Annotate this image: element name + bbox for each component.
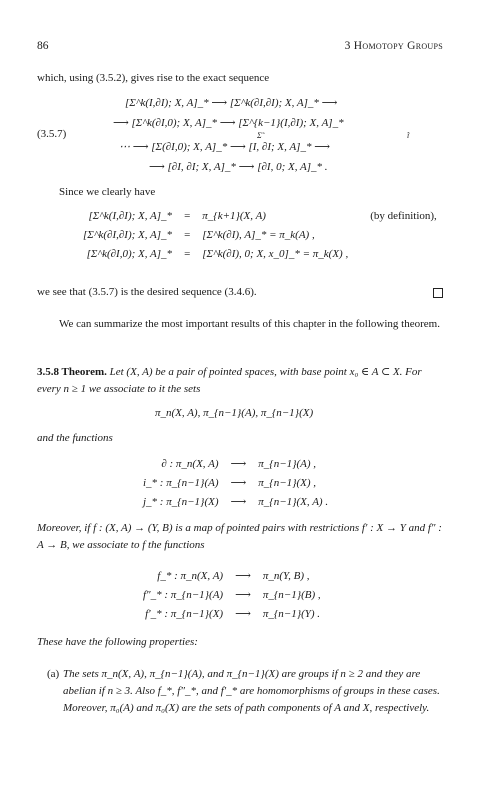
function-arrow: ⟶	[230, 458, 247, 470]
identity-rhs: [Σ^k(∂I), 0; X, x_0]_* = π_k(X) ,	[202, 247, 349, 260]
theorem-text-2: Moreover, if f : (X, A) → (Y, B) is a map of pointed pairs with restrictions f′ : X → Y and f″ : A → B, we associate to f the functions	[37, 522, 442, 551]
map-arrow: ⟶	[235, 608, 251, 620]
eq-line-4: ⟶ [∂I, ∂I; X, A]_* ⟶ [∂I, 0; X, A]_* .	[149, 161, 328, 173]
page-number: 86	[37, 40, 49, 52]
map-rhs: π_{n−1}(Y) .	[262, 607, 321, 620]
map-row	[137, 566, 327, 585]
since-text: Since we clearly have	[59, 186, 156, 198]
summary-text: We can summarize the most important results of this chapter in the following theorem.	[59, 318, 440, 330]
function-row	[137, 454, 334, 473]
intro-text: which, using (3.5.2), gives rise to the exact sequence	[37, 72, 270, 84]
map-lhs: f_* : π_n(X, A)	[157, 569, 224, 582]
map-arrow: ⟶	[235, 570, 251, 582]
identity-eq: =	[184, 247, 191, 260]
identity-row	[77, 244, 443, 263]
function-rhs: π_{n−1}(X, A) .	[258, 495, 329, 508]
function-row	[137, 492, 334, 511]
identity-eq: =	[184, 228, 191, 241]
map-rhs: π_{n−1}(B) ,	[262, 588, 321, 601]
map-arrow: ⟶	[235, 589, 251, 601]
eq-line-3: ⋯ ⟶ [Σ(∂I,0); X, A]_* ⟶ [I, ∂I; X, A]_* ⟶	[119, 141, 330, 153]
map-row	[137, 585, 327, 604]
arrow-label-sigma: Σ̃	[257, 131, 262, 140]
chapter-title: 3 Homotopy Groups	[344, 40, 443, 52]
identity-eq: =	[184, 209, 191, 222]
function-lhs: j_* : π_{n−1}(X)	[143, 495, 219, 508]
eq-line-2: ⟶ [Σ^k(∂I,0); X, A]_* ⟶ [Σ^{k−1}(I,∂I); X, A]_*	[113, 117, 344, 129]
theorem-sets: π_n(X, A), π_{n−1}(A), π_{n−1}(X)	[155, 407, 314, 419]
eq-line-1: [Σ^k(I,∂I); X, A]_* ⟶ [Σ^k(∂I,∂I); X, A]_* ⟶	[125, 97, 338, 109]
identity-note	[354, 225, 443, 244]
function-rhs: π_{n−1}(A) ,	[258, 457, 317, 470]
identity-lhs: [Σ^k(I,∂I); X, A]_*	[88, 209, 173, 222]
and-functions-text: and the functions	[37, 432, 113, 444]
equation-tag: (3.5.7)	[37, 128, 67, 140]
conclusion-text: we see that (3.5.7) is the desired sequence (3.4.6).	[37, 286, 257, 298]
page	[37, 0, 443, 800]
function-rhs: π_{n−1}(X) ,	[258, 476, 317, 489]
identity-lhs: [Σ^k(∂I,∂I); X, A]_*	[83, 228, 173, 241]
list-item	[37, 666, 443, 717]
identity-rhs: [Σ^k(∂I), A]_* = π_k(A) ,	[202, 228, 315, 241]
identity-table	[77, 206, 443, 263]
function-row	[137, 473, 334, 492]
theorem-heading: 3.5.8 Theorem.	[37, 366, 107, 378]
theorem-statement	[37, 364, 443, 398]
function-lhs: i_* : π_{n−1}(A)	[143, 476, 219, 489]
maps-table	[137, 566, 327, 623]
arrow-label-i: ĩ	[407, 131, 410, 140]
function-lhs: ∂ : π_n(X, A)	[161, 457, 219, 470]
identity-rhs: π_{k+1}(X, A)	[202, 209, 266, 222]
identity-row	[77, 225, 443, 244]
function-arrow: ⟶	[230, 496, 247, 508]
functions-table	[137, 454, 334, 511]
item-label: (a)	[47, 668, 60, 680]
identity-note	[354, 244, 443, 263]
function-arrow: ⟶	[230, 477, 247, 489]
identity-lhs: [Σ^k(∂I,0); X, A]_*	[86, 247, 173, 260]
map-lhs: f′_* : π_{n−1}(X)	[145, 607, 224, 620]
map-rhs: π_n(Y, B) ,	[262, 569, 310, 582]
map-row	[137, 604, 327, 623]
identity-row	[77, 206, 443, 225]
item-body: The sets π_n(X, A), π_{n−1}(A), and π_{n−1}(X) are groups if n ≥ 2 and they are abelian if n ≥ 3. Also f_*, f″_*, and f′_* are homomorphisms of groups in these cases. Moreover, π₀(A) and π₀(X) are the sets of path components of A and X, respectively.	[63, 668, 440, 714]
theorem-text-1: Let (X, A) be a pair of pointed spaces, with base point x₀ ∈ A ⊂ X. For every n ≥ 1 we associate to it the sets	[37, 366, 422, 395]
map-lhs: f″_* : π_{n−1}(A)	[143, 588, 224, 601]
qed-box	[433, 288, 443, 298]
properties-intro: These have the following properties:	[37, 636, 198, 648]
identity-note: (by definition),	[370, 209, 437, 222]
